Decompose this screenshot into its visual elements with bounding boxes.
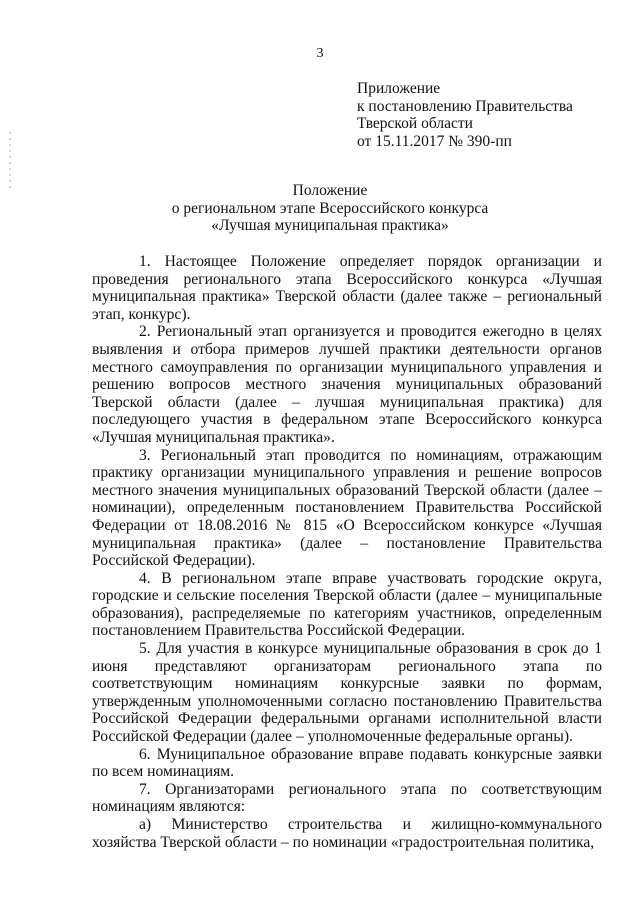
paragraph: 6. Муниципальное образование вправе подавать конкурсные заявки по всем номинациям. (92, 745, 602, 781)
appendix-line: Приложение (357, 80, 441, 97)
page-number: 3 (316, 46, 324, 61)
paragraph: 2. Региональный этап организуется и проводится ежегодно в целях выявления и отбора примеров лучшей практики деятельности органов местного самоуправления по организации муниципального управления и решению вопросов местного значения муниципальных образований Тверской области (далее – лучшая муниципальная практика) для последующего участия в федеральном этапе Всероссийского конкурса «Лучшая муниципальная практика». (92, 323, 602, 446)
appendix-line: от 15.11.2017 № 390-пп (357, 132, 512, 150)
appendix-line: к постановлению Правительства (357, 97, 573, 115)
paragraph: 5. Для участия в конкурсе муниципальные образования в срок до 1 июня представляют организаторам регионального этапа по соответствующим номинациям конкурсные заявки по формам, утвержденным уполномоченными согласно постановлению Правительства Российской Федерации федеральными органами исполнительной власти Российской Федерации (далее – уполномоченные федеральные органы). (92, 640, 602, 746)
document-body (92, 253, 602, 851)
title-line: Положение (292, 182, 368, 199)
paragraph: 4. В региональном этапе вправе участвовать городские округа, городские и сельские поселения Тверской области (далее – муниципальные образования), распределяемые по категориям участников, определенным постановлением Правительства Российской Федерации. (92, 569, 602, 640)
paragraph: 7. Организаторами регионального этапа по соответствующим номинациям являются: (92, 780, 602, 816)
document-title (0, 182, 640, 235)
appendix-line: Тверской области (357, 115, 473, 132)
title-line: о региональном этапе Всероссийского конкурса (171, 199, 489, 217)
paragraph: 1. Настоящее Положение определяет порядок организации и проведения регионального этапа Всероссийского конкурса «Лучшая муниципальная практика» Тверской области (далее также – региональный этап, конкурс). (92, 253, 602, 323)
paragraph: 3. Региональный этап проводится по номинациям, отражающим практику организации муниципального управления и решение вопросов местного значения муниципальных образований Тверской области (далее – номинации), определенным постановлением Правительства Российской Федерации от 18.08.2016 № 815 «О Всероссийском конкурсе «Лучшая муниципальная практика» (далее – постановление Правительства Российской Федерации). (92, 446, 602, 570)
paragraph: а) Министерство строительства и жилищно-коммунального хозяйства Тверской области – по номинации «градостроительная политика, (92, 816, 602, 851)
appendix-block (357, 80, 573, 150)
title-line: «Лучшая муниципальная практика» (211, 217, 449, 234)
